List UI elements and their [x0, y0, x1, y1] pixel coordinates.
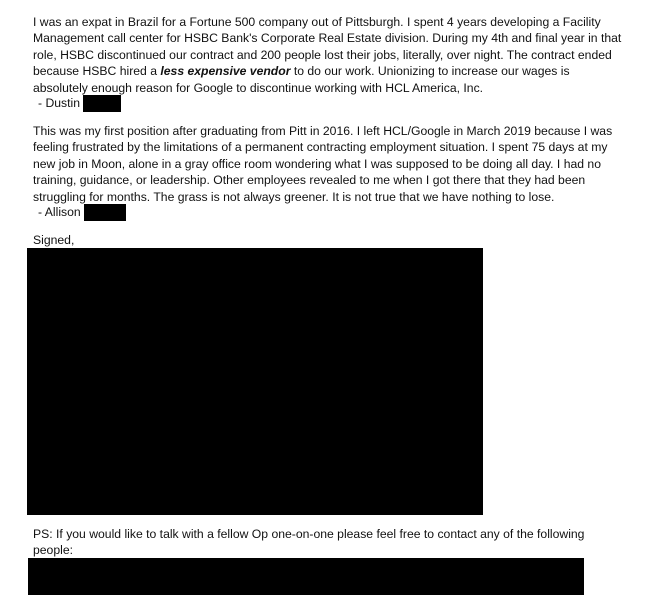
signature-allison — [38, 204, 126, 221]
redacted-contacts-block — [28, 558, 584, 595]
ps-note: PS: If you would like to talk with a fellow Op one-on-one please feel free to contact any of the following people: — [33, 527, 585, 558]
emphasis-text: less expensive vendor — [160, 64, 291, 79]
signed-label: Signed, — [33, 233, 75, 247]
testimonial-allison — [33, 123, 623, 205]
redacted-signature-block — [27, 248, 483, 515]
testimonial-text: This was my first position after graduating from Pitt in 2016. I left HCL/Google in March 2019 because I was feeling frustrated by the limitations of a permanent contracting employment situation. I spent 75 days at my new job in Moon, alone in a gray office room wondering what I was supposed to be doing all day. I had no training, guidance, or leadership. Other employees revealed to me when I got there that they had been struggling for months. The grass is not always greener. It is not true that we have nothing to lose. — [33, 124, 613, 204]
signature-name: - Dustin — [38, 96, 80, 110]
testimonial-dustin — [33, 14, 623, 96]
signature-dustin — [38, 95, 121, 112]
testimonial-text-after: to do our work. Unionizing to increase our wages is absolutely enough reason for Google to discontinue working with HCL America, Inc. — [33, 64, 570, 95]
redaction-bar — [83, 95, 121, 112]
redaction-bar — [84, 204, 126, 221]
testimonial-text-before: I was an expat in Brazil for a Fortune 500 company out of Pittsburgh. I spent 4 years developing a Facility Management call center for HSBC Bank's Corporate Real Estate division. During my 4th and final year in that role, HSBC discontinued our contract and 200 people lost their jobs, literally, over night. The contract ended because HSBC hired a — [33, 15, 622, 79]
signature-name: - Allison — [38, 205, 81, 219]
